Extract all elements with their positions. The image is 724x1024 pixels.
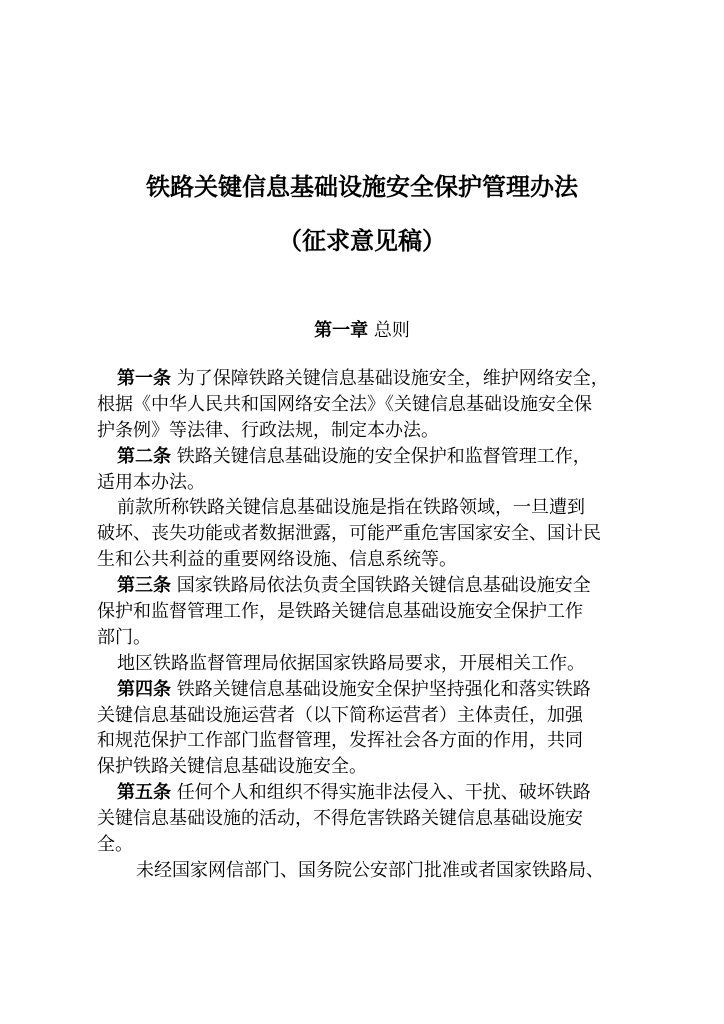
text-line — [97, 392, 637, 418]
line-text: 铁路关键信息基础设施的安全保护和监督管理工作， — [176, 445, 591, 467]
line-text: 和规范保护工作部门监督管理，发挥社会各方面的作用，共同 — [97, 730, 583, 752]
text-line — [97, 599, 637, 625]
document-subtitle: （征求意见稿） — [278, 227, 446, 255]
document-title: 铁路关键信息基础设施安全保护管理办法 — [146, 173, 578, 201]
line-text: 护条例》等法律、行政法规，制定本办法。 — [97, 419, 439, 441]
article-number: 第五条 — [117, 782, 171, 804]
line-text: 地区铁路监督管理局依据国家铁路局要求，开展相关工作。 — [117, 652, 585, 674]
article-number: 第四条 — [117, 678, 171, 700]
article-number: 第三条 — [117, 575, 171, 597]
chapter-name: 总则 — [373, 320, 410, 341]
line-text: 关键信息基础设施的活动，不得危害铁路关键信息基础设施安 — [97, 808, 583, 830]
text-line — [97, 495, 637, 521]
line-text: 前款所称铁路关键信息基础设施是指在铁路领域，一旦遭到 — [117, 497, 585, 519]
text-line — [97, 728, 637, 754]
line-text: 部门。 — [97, 626, 151, 648]
text-line — [97, 651, 637, 677]
chapter-heading — [0, 318, 724, 344]
line-text: 生和公共利益的重要网络设施、信息系统等。 — [97, 549, 457, 571]
line-text: 保护铁路关键信息基础设施安全。 — [97, 756, 367, 778]
text-line — [97, 780, 637, 806]
line-text: 根据《中华人民共和国网络安全法》《关键信息基础设施安全保 — [97, 393, 592, 415]
text-line — [97, 677, 637, 703]
line-text: 全。 — [97, 834, 133, 856]
line-text: 为了保障铁路关键信息基础设施安全，维护网络安全， — [176, 368, 609, 389]
text-line — [97, 625, 637, 651]
text-line — [97, 754, 637, 780]
article-number: 第一条 — [117, 368, 171, 389]
line-text: 关键信息基础设施运营者（以下简称运营者）主体责任，加强 — [97, 704, 583, 726]
line-text: 保护和监督管理工作，是铁路关键信息基础设施安全保护工作 — [97, 601, 583, 623]
text-line — [97, 444, 637, 470]
text-line — [97, 521, 637, 547]
text-line — [97, 470, 637, 496]
document-body — [97, 366, 637, 884]
chapter-label: 第一章 — [314, 320, 369, 341]
text-line — [97, 573, 637, 599]
text-line — [97, 832, 637, 858]
article-number: 第二条 — [117, 445, 171, 467]
text-line — [97, 858, 637, 884]
line-text: 国家铁路局依法负责全国铁路关键信息基础设施安全 — [176, 575, 591, 597]
line-text: 任何个人和组织不得实施非法侵入、干扰、破坏铁路 — [176, 782, 591, 804]
line-text: 铁路关键信息基础设施安全保护坚持强化和落实铁路 — [176, 678, 591, 700]
text-line — [97, 547, 637, 573]
text-line — [97, 418, 637, 444]
text-line — [97, 806, 637, 832]
text-line — [97, 703, 637, 729]
line-text: 破坏、丧失功能或者数据泄露，可能严重危害国家安全、国计民 — [97, 523, 601, 545]
line-text: 适用本办法。 — [97, 471, 205, 493]
text-line — [97, 366, 637, 392]
line-text: 未经国家网信部门、国务院公安部门批准或者国家铁路局、 — [136, 859, 604, 881]
